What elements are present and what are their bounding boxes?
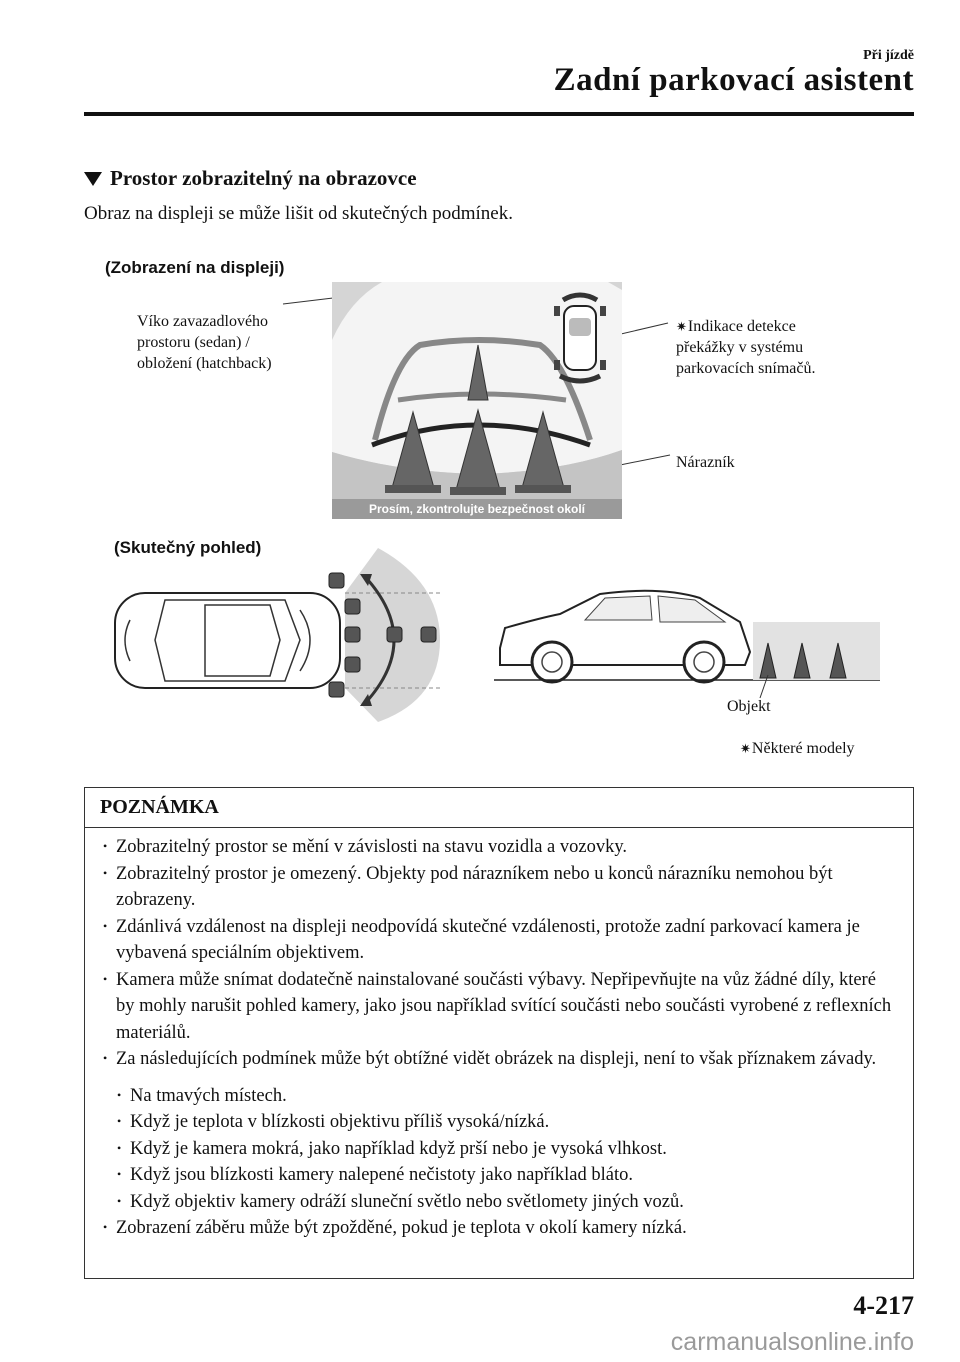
real-view-illustration bbox=[0, 540, 960, 730]
watermark: carmanualsonline.info bbox=[670, 1328, 914, 1356]
intro-text: Obraz na displeji se může lišit od skutečných podmínek. bbox=[84, 203, 513, 224]
note-item: • Zobrazitelný prostor je omezený. Objekty pod nárazníkem nebo u konců nárazníku nemohou být zobrazeny. bbox=[100, 861, 898, 914]
note-title: POZNÁMKA bbox=[85, 788, 913, 828]
screen-message-text: Prosím, zkontrolujte bezpečnost okolí bbox=[368, 502, 586, 516]
car-side-view bbox=[500, 591, 750, 682]
note-subitem: • Když jsou blízkosti kamery nalepené nečistoty jako například bláto. bbox=[114, 1162, 898, 1189]
asterisk-icon: ✷ bbox=[740, 741, 751, 756]
note-item: • Kamera může snímat dodatečně nainstalované součásti výbavy. Nepřipevňujte na vůz žádné díly, které by mohly narušit pohled kamery, jako jsou například svítící součásti nebo součásti vyrobené z reflexních materiálů. bbox=[100, 967, 898, 1047]
asterisk-icon: ✷ bbox=[676, 319, 687, 334]
note-box bbox=[84, 787, 914, 1279]
note-subitem: • Když je teplota v blízkosti objektivu příliš vysoká/nízká. bbox=[114, 1109, 898, 1136]
sensor-indicator-label: ✷Indikace detekce překážky v systému parkovacích snímačů. bbox=[676, 318, 816, 377]
note-subitems bbox=[100, 1083, 898, 1216]
trunk-lid-label: Víko zavazadlového prostoru (sedan) / obložení (hatchback) bbox=[137, 313, 272, 372]
note-body bbox=[85, 828, 913, 1242]
some-models-label: ✷Některé modely bbox=[740, 740, 855, 757]
chapter-title: Zadní parkovací asistent bbox=[553, 62, 914, 98]
subheading-text: Prostor zobrazitelný na obrazovce bbox=[110, 166, 417, 190]
real-view-caption: (Skutečný pohled) bbox=[114, 538, 262, 557]
car-top-view bbox=[115, 593, 340, 688]
page-number: 4-217 bbox=[853, 1291, 914, 1320]
note-subitem: • Když je kamera mokrá, jako například když prší nebo je vysoká vlhkost. bbox=[114, 1136, 898, 1163]
object-label: Objekt bbox=[727, 698, 771, 715]
note-item: • Zobrazitelný prostor se mění v závislosti na stavu vozidla a vozovky. bbox=[100, 834, 898, 861]
note-item: • Za následujících podmínek může být obtížné vidět obrázek na displeji, není to však příznakem závady. bbox=[100, 1046, 898, 1073]
note-item: • Zdánlivá vzdálenost na displeji neodpovídá skutečné vzdálenosti, protože zadní parkovací kamera je vybavená speciálním objektivem. bbox=[100, 914, 898, 967]
note-subitem: • Když objektiv kamery odráží sluneční světlo nebo světlomety jiných vozů. bbox=[114, 1189, 898, 1216]
bumper-label: Nárazník bbox=[676, 454, 735, 471]
section-title: Při jízdě bbox=[863, 48, 914, 63]
camera-display-illustration bbox=[0, 0, 960, 540]
display-view-caption: (Zobrazení na displeji) bbox=[105, 258, 285, 277]
note-item: • Zobrazení záběru může být zpožděné, pokud je teplota v okolí kamery nízká. bbox=[100, 1215, 898, 1242]
note-subitem: • Na tmavých místech. bbox=[114, 1083, 898, 1110]
